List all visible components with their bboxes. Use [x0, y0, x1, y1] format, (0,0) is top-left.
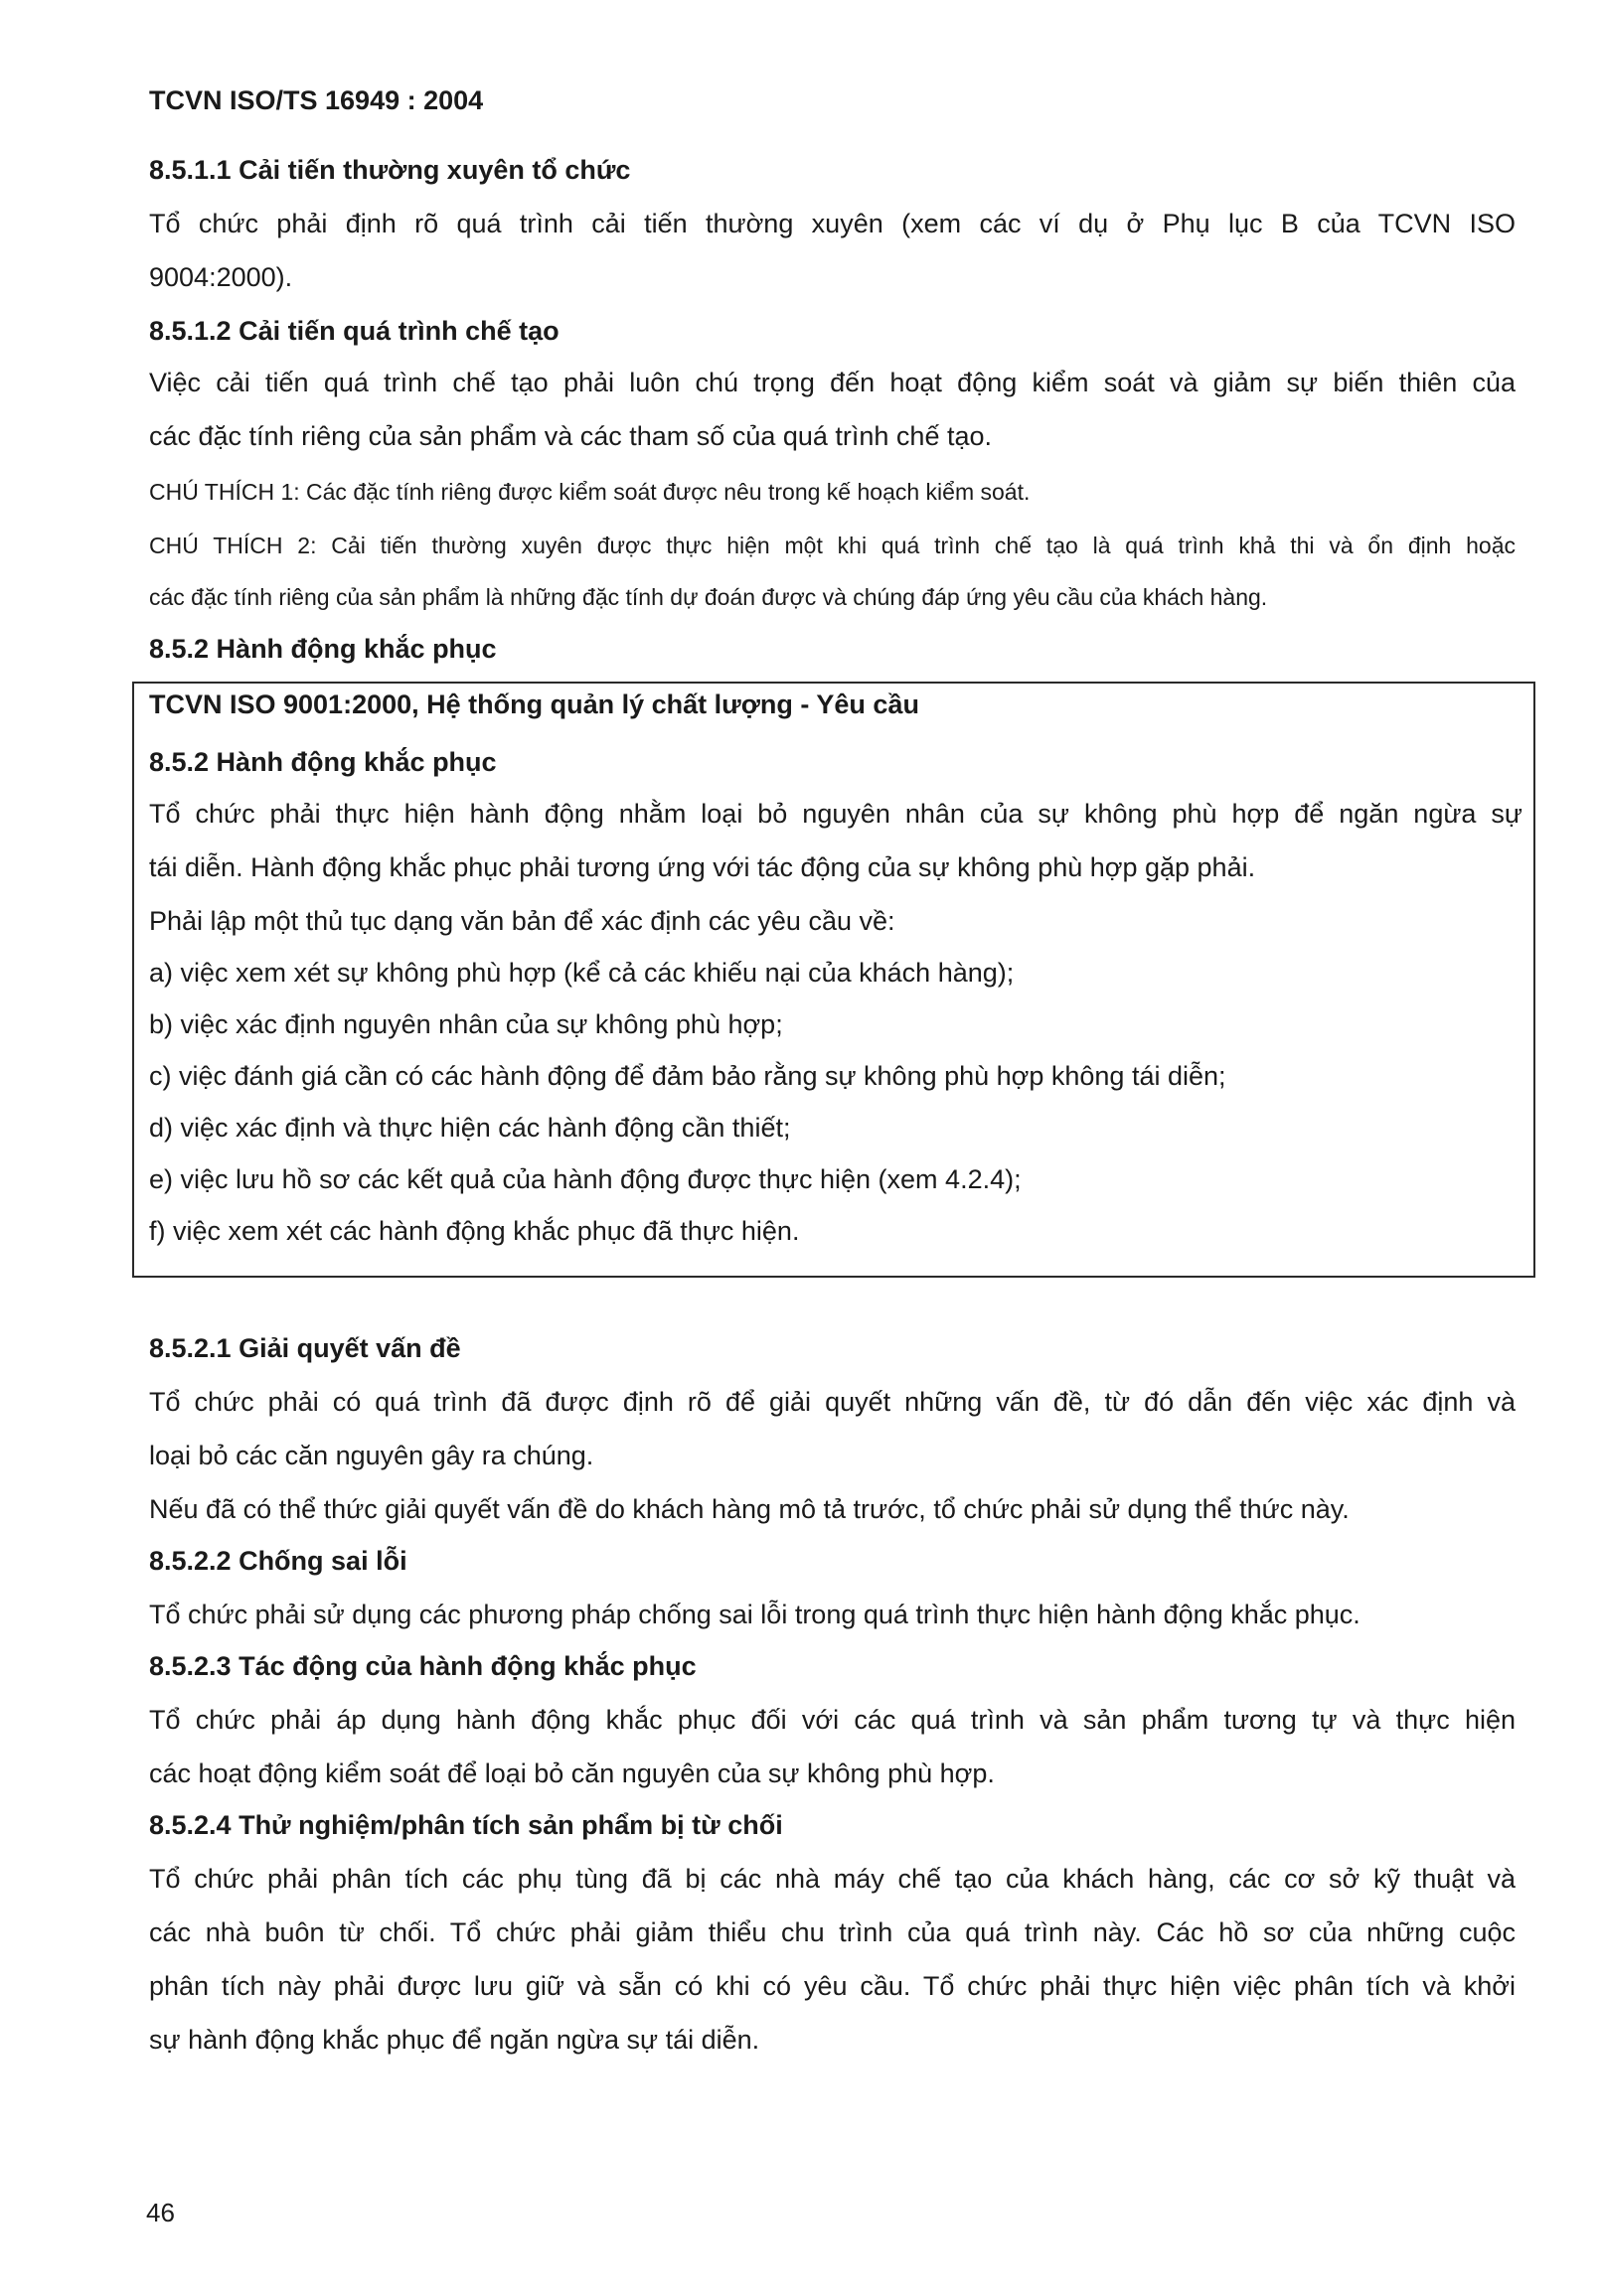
section-heading-8-5-1-1: 8.5.1.1 Cải tiến thường xuyên tổ chức: [149, 155, 631, 185]
section-heading-8-5-2: 8.5.2 Hành động khắc phục: [149, 634, 497, 664]
section-heading-8-5-1-2: 8.5.1.2 Cải tiến quá trình chế tạo: [149, 316, 560, 346]
section-heading-8-5-2-4: 8.5.2.4 Thử nghiệm/phân tích sản phẩm bị từ chối: [149, 1810, 783, 1840]
paragraph-line: sự hành động khắc phục để ngăn ngừa sự tái diễn.: [149, 2025, 760, 2055]
page-number: 46: [146, 2198, 175, 2227]
note-2-line: các đặc tính riêng của sản phẩm là những đặc tính dự đoán được và chúng đáp ứng yêu cầu của khách hàng.: [149, 584, 1268, 610]
paragraph-line: Tổ chức phải có quá trình đã được định rõ để giải quyết những vấn đề, từ đó dẫn đến việc xác định và: [149, 1387, 1516, 1417]
paragraph-line: Tổ chức phải áp dụng hành động khắc phục đối với các quá trình và sản phẩm tương tự và thực hiện: [149, 1705, 1516, 1735]
box-paragraph-line: tái diễn. Hành động khắc phục phải tương ứng với tác động của sự không phù hợp gặp phải.: [149, 852, 1256, 882]
section-heading-8-5-2-3: 8.5.2.3 Tác động của hành động khắc phục: [149, 1651, 697, 1681]
box-list-item: c) việc đánh giá cần có các hành động để đảm bảo rằng sự không phù hợp không tái diễn;: [149, 1061, 1226, 1091]
box-list-item: b) việc xác định nguyên nhân của sự không phù hợp;: [149, 1009, 783, 1039]
paragraph-line: loại bỏ các căn nguyên gây ra chúng.: [149, 1441, 594, 1470]
box-list-item: f) việc xem xét các hành động khắc phục đã thực hiện.: [149, 1216, 800, 1246]
paragraph-line: các đặc tính riêng của sản phẩm và các tham số của quá trình chế tạo.: [149, 421, 992, 451]
box-heading: 8.5.2 Hành động khắc phục: [149, 747, 497, 777]
box-paragraph-line: Phải lập một thủ tục dạng văn bản để xác định các yêu cầu về:: [149, 906, 895, 936]
box-list-item: d) việc xác định và thực hiện các hành động cần thiết;: [149, 1113, 791, 1143]
box-list-item: a) việc xem xét sự không phù hợp (kể cả các khiếu nại của khách hàng);: [149, 958, 1015, 988]
paragraph-line: 9004:2000).: [149, 262, 293, 292]
box-paragraph-line: Tổ chức phải thực hiện hành động nhằm loại bỏ nguyên nhân của sự không phù hợp để ngăn ngừa sự: [149, 799, 1522, 829]
document-header: TCVN ISO/TS 16949 : 2004: [149, 85, 484, 115]
section-heading-8-5-2-1: 8.5.2.1 Giải quyết vấn đề: [149, 1333, 461, 1363]
box-title: TCVN ISO 9001:2000, Hệ thống quản lý chất lượng - Yêu cầu: [149, 689, 919, 719]
note-2-line: CHÚ THÍCH 2: Cải tiến thường xuyên được thực hiện một khi quá trình chế tạo là quá trình khả thi và ổn định hoặc: [149, 533, 1516, 558]
paragraph-line: phân tích này phải được lưu giữ và sẵn có khi có yêu cầu. Tổ chức phải thực hiện việc phân tích và khởi: [149, 1971, 1516, 2001]
paragraph-line: các nhà buôn từ chối. Tổ chức phải giảm thiểu chu trình của quá trình này. Các hồ sơ của những cuộc: [149, 1917, 1516, 1947]
paragraph-line: Tổ chức phải sử dụng các phương pháp chống sai lỗi trong quá trình thực hiện hành động khắc phục.: [149, 1600, 1361, 1629]
section-heading-8-5-2-2: 8.5.2.2 Chống sai lỗi: [149, 1546, 407, 1576]
paragraph-line: Tổ chức phải phân tích các phụ tùng đã bị các nhà máy chế tạo của khách hàng, các cơ sở kỹ thuật và: [149, 1864, 1516, 1894]
paragraph-line: các hoạt động kiểm soát để loại bỏ căn nguyên của sự không phù hợp.: [149, 1759, 995, 1788]
paragraph-line: Tổ chức phải định rõ quá trình cải tiến thường xuyên (xem các ví dụ ở Phụ lục B của TCVN ISO: [149, 209, 1516, 238]
paragraph-line: Việc cải tiến quá trình chế tạo phải luôn chú trọng đến hoạt động kiểm soát và giảm sự biến thiên của: [149, 368, 1516, 397]
paragraph-line: Nếu đã có thể thức giải quyết vấn đề do khách hàng mô tả trước, tổ chức phải sử dụng thể thức này.: [149, 1494, 1350, 1524]
note-1: CHÚ THÍCH 1: Các đặc tính riêng được kiểm soát được nêu trong kế hoạch kiểm soát.: [149, 479, 1031, 505]
box-list-item: e) việc lưu hồ sơ các kết quả của hành động được thực hiện (xem 4.2.4);: [149, 1164, 1022, 1194]
